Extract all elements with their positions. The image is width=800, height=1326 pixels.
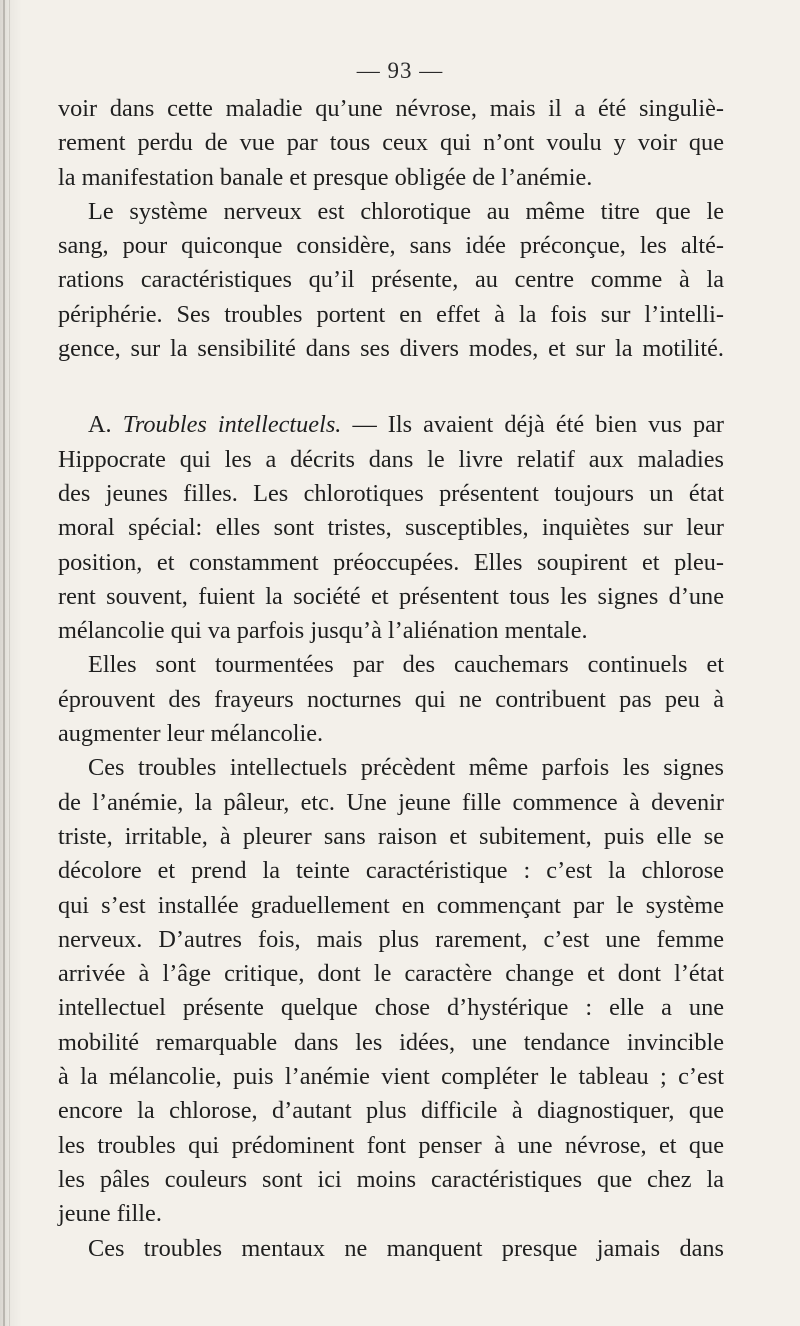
text-line: intellectuel présente quelque chose d’hystérique : elle a une — [58, 994, 724, 1022]
text-line: des jeunes filles. Les chlorotiques présentent toujours un état — [58, 479, 724, 507]
text-line: rement perdu de vue par tous ceux qui n’ont voulu y voir que — [58, 129, 724, 157]
text-line: à la mélancolie, puis l’anémie vient compléter le tableau ; c’est — [58, 1063, 724, 1091]
text-line: augmenter leur mélancolie. — [58, 720, 324, 748]
text-line: mobilité remarquable dans les idées, une tendance invincible — [58, 1028, 724, 1056]
text-line: jeune fille. — [58, 1200, 162, 1228]
text-line: Ces troubles intellectuels précèdent même parfois les signes — [88, 754, 724, 782]
text-line: arrivée à l’âge critique, dont le caractère change et dont l’état — [58, 960, 724, 988]
text-line: Ces troubles mentaux ne manquent presque jamais dans — [88, 1234, 724, 1262]
text-line: position, et constamment préoccupées. Elles soupirent et pleu- — [58, 548, 724, 576]
section-gap — [58, 366, 724, 408]
text-line: éprouvent des frayeurs nocturnes qui ne contribuent pas peu à — [58, 685, 724, 713]
page-number: — 93 — — [356, 58, 444, 83]
text-line: rations caractéristiques qu’il présente, au centre comme à la — [58, 266, 724, 294]
text-line: encore la chlorose, d’autant plus difficile à diagnostiquer, que — [58, 1097, 724, 1125]
text-line: décolore et prend la teinte caractéristique : c’est la chlorose — [58, 857, 724, 885]
text-line: Hippocrate qui les a décrits dans le livre relatif aux maladies — [58, 445, 724, 473]
section-heading-rest: — Ils avaient déjà été bien vus par — [352, 411, 724, 439]
text-line: triste, irritable, à pleurer sans raison et subitement, puis elle se — [58, 822, 724, 850]
text-line: gence, sur la sensibilité dans ses divers modes, et sur la motilité. — [58, 335, 724, 363]
text-line: de l’anémie, la pâleur, etc. Une jeune fille commence à devenir — [58, 788, 724, 816]
section-title: Troubles intellectuels. — [122, 411, 342, 439]
text-line: la manifestation banale et presque obligée de l’anémie. — [58, 163, 593, 191]
section-letter: A. — [88, 411, 112, 439]
text-line: voir dans cette maladie qu’une névrose, mais il a été singuliè- — [58, 95, 724, 122]
text-line: sang, pour quiconque considère, sans idée préconçue, les alté- — [58, 232, 724, 260]
text-line: mélancolie qui va parfois jusqu’à l’aliénation mentale. — [58, 617, 588, 645]
section-heading-line — [58, 408, 724, 442]
text-line: nerveux. D’autres fois, mais plus rarement, c’est une femme — [58, 925, 724, 953]
text-line: moral spécial: elles sont tristes, susceptibles, inquiètes sur leur — [58, 514, 724, 542]
binding-edge — [3, 0, 5, 1326]
text-line: les troubles qui prédominent font penser à une névrose, et que — [58, 1131, 724, 1159]
text-line: Le système nerveux est chlorotique au même titre que le — [88, 197, 724, 225]
text-line: qui s’est installée graduellement en commençant par le système — [58, 891, 724, 919]
text-line: Elles sont tourmentées par des cauchemars continuels et — [88, 651, 724, 679]
binding-edge-inner — [9, 0, 10, 1326]
body-text — [58, 92, 724, 1266]
text-line: les pâles couleurs sont ici moins caractéristiques que chez la — [58, 1165, 724, 1193]
text-line: périphérie. Ses troubles portent en effet à la fois sur l’intelli- — [58, 300, 724, 328]
text-line: rent souvent, fuient la société et présentent tous les signes d’une — [58, 582, 724, 610]
